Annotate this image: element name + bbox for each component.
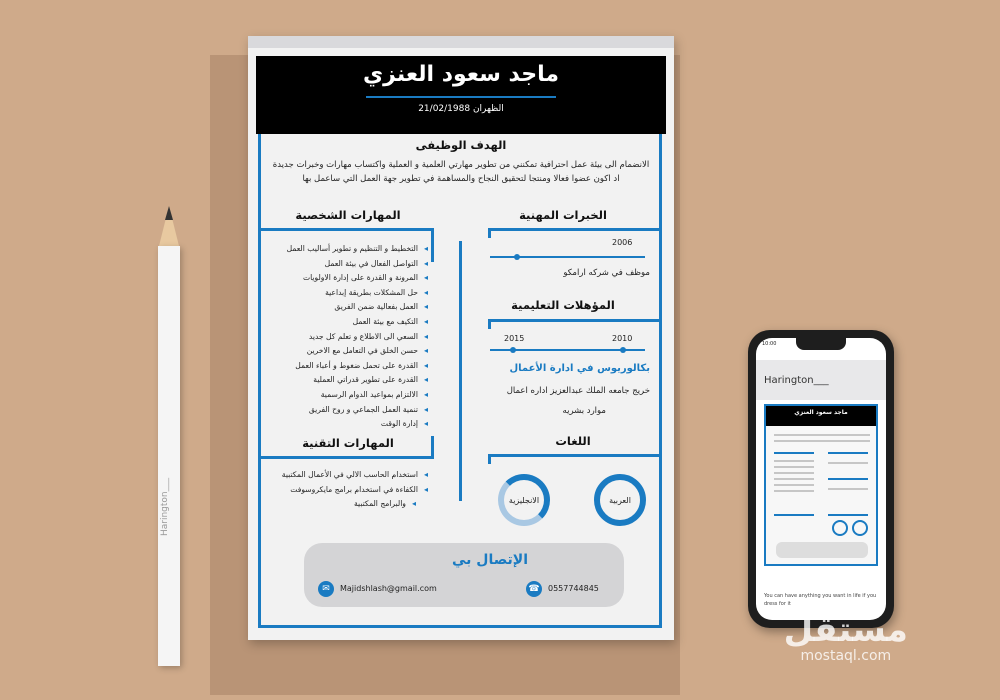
experience-rule — [488, 228, 662, 231]
list-item: ◂ الالتزام بمواعيد الدوام الرسمية — [268, 388, 428, 403]
language-english: الانجليزية — [508, 495, 540, 505]
languages-title: اللغات — [555, 434, 591, 448]
list-item: ◂ التواصل الفعال في بيئة العمل — [268, 257, 428, 272]
mini-ring — [852, 520, 868, 536]
list-item: ◂ العمل بفعالية ضمن الفريق — [268, 300, 428, 315]
list-item: ◂ القدرة على تطوير قدراتي العملية — [268, 373, 428, 388]
top-strip — [248, 36, 674, 48]
list-item: ◂ والبرامج المكتبية — [268, 497, 428, 512]
phone-screen — [756, 338, 886, 620]
watermark-latin: mostaql.com — [800, 648, 892, 664]
list-item: ◂ تنمية العمل الجماعي و روح الفريق — [268, 403, 428, 418]
contact-title: الإتصال بي — [452, 552, 528, 568]
mini-line — [774, 440, 870, 442]
mini-line — [774, 472, 814, 474]
contact-email[interactable]: Majidshlash@gmail.com — [340, 584, 437, 593]
tech-skills-rule — [258, 456, 433, 459]
mini-resume — [764, 404, 878, 566]
education-title: المؤهلات التعليمية — [511, 298, 615, 312]
personal-skills-rule — [258, 228, 433, 231]
experience-rule-tick — [488, 228, 491, 238]
resume-name: ماجد سعود العنزي — [363, 62, 559, 87]
education-rule-tick — [488, 319, 491, 329]
watermark — [784, 612, 908, 664]
name-rule — [366, 96, 556, 98]
education-year-start: 2015 — [504, 334, 525, 343]
contact-panel — [304, 543, 624, 607]
languages-rule — [488, 454, 662, 457]
list-item: ◂ حل المشكلات بطريقة إبداعية — [268, 286, 428, 301]
pencil-tip-icon — [158, 206, 180, 250]
personal-skills-title: المهارات الشخصية — [295, 208, 401, 222]
timeline-dot — [510, 347, 516, 353]
mini-ring — [832, 520, 848, 536]
education-line-2: موارد بشريه — [562, 406, 606, 416]
language-arabic: العربية — [609, 495, 631, 505]
tech-skills-list — [268, 468, 428, 512]
list-item: ◂ إدارة الوقت — [268, 417, 428, 432]
pencil — [158, 206, 180, 666]
mini-line — [774, 434, 870, 436]
list-item: ◂ حسن الخلق في التعامل مع الاخرين — [268, 344, 428, 359]
mini-name: ماجد سعود العنزي — [794, 409, 848, 416]
resume-subinfo: الظهران 21/02/1988 — [418, 104, 504, 114]
brand-name: Harington___ — [764, 375, 829, 386]
mini-line — [828, 452, 868, 454]
list-item: ◂ الكفاءة في استخدام برامج مايكروسوفت — [268, 483, 428, 498]
education-rule — [488, 319, 662, 322]
timeline-dot — [514, 254, 520, 260]
timeline-dot — [620, 347, 626, 353]
experience-job: موظف في شركه ارامكو — [563, 268, 650, 278]
mini-contact — [776, 542, 868, 558]
mini-line — [774, 490, 814, 492]
mini-header — [766, 406, 876, 426]
list-item: ◂ السعي الى الاطلاع و تعلم كل جديد — [268, 330, 428, 345]
email-icon: ✉ — [318, 581, 334, 597]
watermark-arabic: مستقل — [783, 610, 908, 650]
experience-year: 2006 — [612, 238, 633, 247]
contact-phone[interactable]: 0557744845 — [548, 584, 599, 593]
status-time: 10:00 — [762, 341, 777, 347]
phone-icon: ☎ — [526, 581, 542, 597]
list-item: ◂ القدرة على تحمل ضغوط و أعباء العمل — [268, 359, 428, 374]
list-item: ◂ التكيف مع بيئة العمل — [268, 315, 428, 330]
mini-line — [774, 484, 814, 486]
education-line-1: خريج جامعه الملك عبدالعزيز اداره اعمال — [506, 386, 650, 396]
tech-skills-rule-tick — [431, 436, 434, 459]
resume-header — [256, 56, 666, 134]
pencil-label: Harington___ — [160, 477, 170, 536]
list-item: ◂ المرونة و القدرة على إدارة الاولويات — [268, 271, 428, 286]
mini-line — [828, 462, 868, 464]
mini-line — [774, 460, 814, 462]
language-arabic-ring — [594, 474, 646, 526]
mini-line — [774, 478, 814, 480]
language-english-ring — [498, 474, 550, 526]
mini-line — [774, 452, 814, 454]
mini-line — [774, 514, 814, 516]
education-degree: بكالوريوس في ادارة الأعمال — [509, 363, 650, 374]
list-item: ◂ التخطيط و التنظيم و تطوير أساليب العمل — [268, 242, 428, 257]
experience-title: الخبرات المهنية — [519, 208, 607, 222]
mini-line — [828, 488, 868, 490]
education-year-end: 2010 — [612, 334, 633, 343]
mini-line — [828, 514, 868, 516]
pencil-body — [158, 246, 180, 666]
center-divider — [459, 241, 462, 501]
tech-skills-title: المهارات التقنية — [302, 436, 394, 450]
languages-rule-tick — [488, 454, 491, 464]
list-item: ◂ استخدام الحاسب الالي في الأعمال المكتبية — [268, 468, 428, 483]
phone-mockup — [748, 330, 894, 628]
personal-skills-list — [268, 242, 428, 432]
mini-line — [774, 466, 814, 468]
phone-notch — [796, 338, 846, 350]
mini-line — [828, 478, 868, 480]
objective-text: الانضمام الى بيئة عمل احترافية تمكنني من تطوير مهارتي العلمية و العملية واكتساب مهارات وخبرات جديدة اد اكون عضوا فعالا ومنتجا لتحقيق النجاح والمساهمة في تطوير جهة العمل التي ساعمل بها — [272, 160, 650, 184]
objective-title: الهدف الوظيفى — [415, 138, 507, 152]
personal-skills-rule-tick — [431, 228, 434, 262]
resume-sheet — [248, 36, 674, 640]
tagline: You can have anything you want in life if you dress for it — [764, 593, 877, 607]
